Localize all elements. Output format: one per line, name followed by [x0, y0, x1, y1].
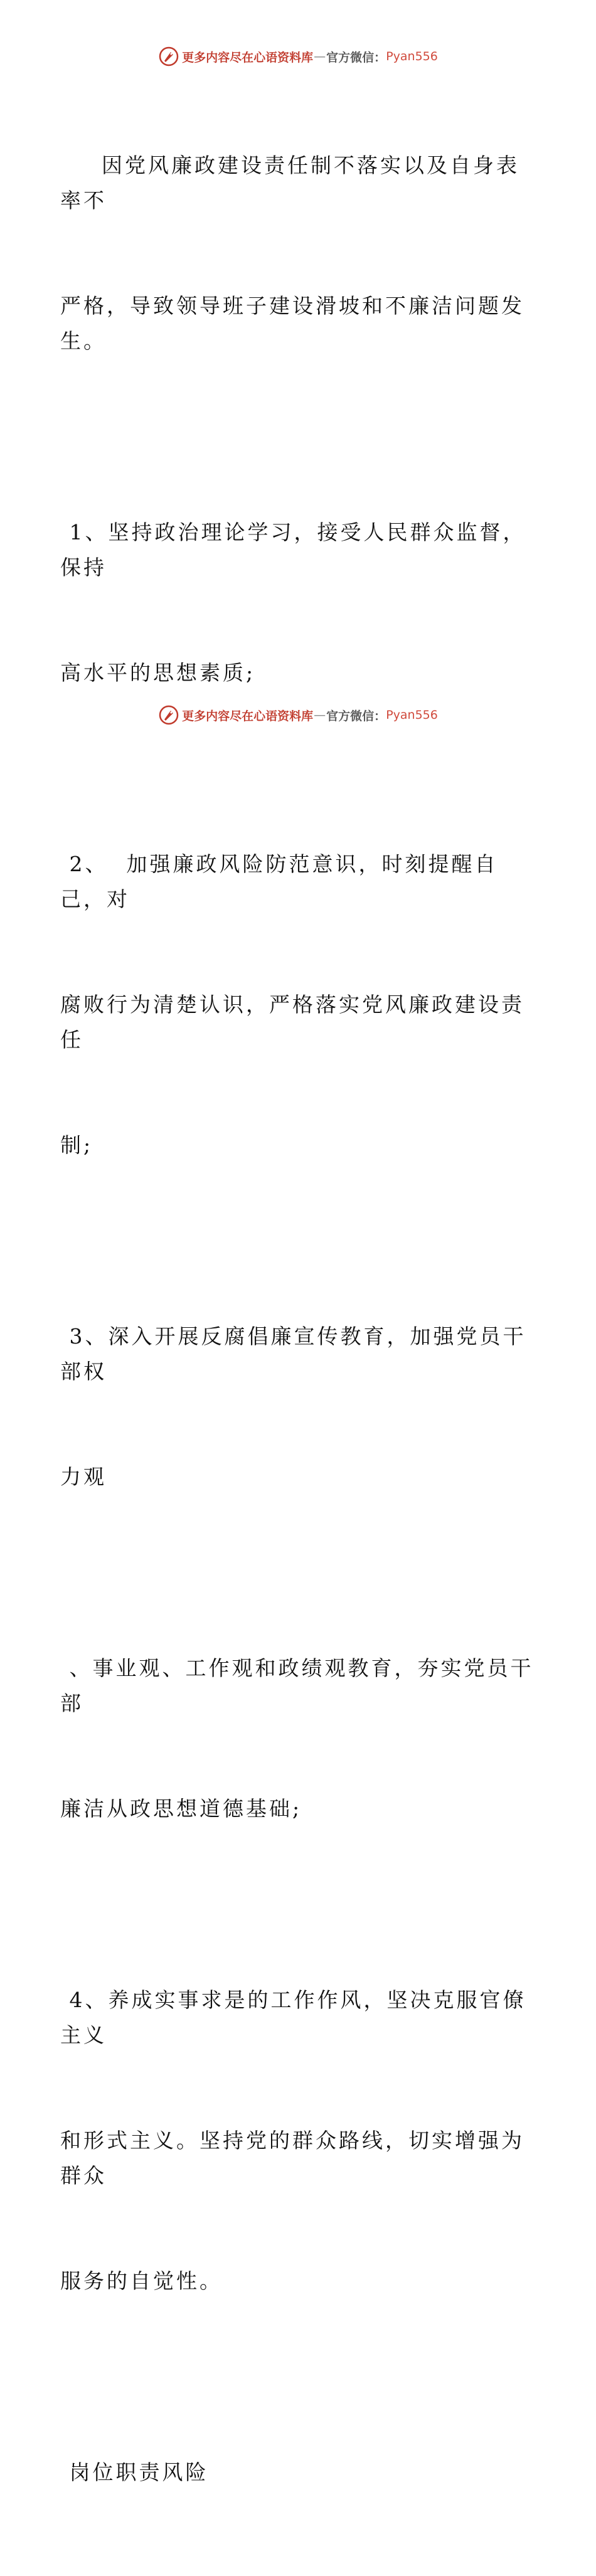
text-line: 岗位职责风险: [60, 2460, 209, 2484]
text-line: 腐败行为清楚认识，严格落实党风廉政建设责任: [60, 992, 524, 1052]
text-line: 和形式主义。坚持党的群众路线，切实增强为群众: [60, 2128, 524, 2188]
document-body: [60, 78, 537, 2576]
paragraph-item-2: [60, 777, 537, 1233]
text-line: 制;: [60, 1133, 93, 1157]
text-line: 3、深入开展反腐倡廉宣传教育，加强党员干部权: [60, 1324, 526, 1384]
watermark-wechat-id: Pyan556: [386, 708, 438, 722]
text-line: 4、养成实事求是的工作作风，坚决克服官僚主义: [60, 1988, 526, 2047]
watermark-wechat-id: Pyan556: [386, 50, 438, 63]
text-line: 力观: [60, 1465, 107, 1489]
text-line: 廉洁从政思想道德基础;: [60, 1796, 302, 1821]
watermark-site-name: 更多内容尽在心语资料库: [182, 50, 314, 65]
pen-nib-logo-icon: [158, 704, 179, 726]
paragraph-item-4: [60, 1912, 537, 2369]
watermark-footer: [0, 701, 596, 729]
text-line: 2、 加强廉政风险防范意识，时刻提醒自己，对: [60, 852, 498, 911]
text-line: 、事业观、工作观和政绩观教育，夯实党员干部: [60, 1656, 534, 1715]
section-heading-post-risk: [60, 2385, 537, 2560]
text-line: 高水平的思想素质;: [60, 660, 256, 685]
watermark-site-name: 更多内容尽在心语资料库: [182, 709, 314, 723]
paragraph-item-3-continued: [60, 1581, 537, 1897]
watermark-official-label: 官方微信：: [326, 50, 386, 65]
pen-nib-logo-icon: [158, 46, 179, 67]
paragraph-item-3: [60, 1249, 537, 1565]
text-line: 因党风廉政建设责任制不落实以及自身表率不: [60, 153, 519, 213]
watermark-official-label: 官方微信：: [326, 709, 386, 723]
watermark-dash: —: [314, 50, 326, 63]
watermark-dash: —: [314, 708, 326, 722]
text-line: 1、坚持政治理论学习，接受人民群众监督，保持: [60, 520, 526, 580]
text-line: 严格，导致领导班子建设滑坡和不廉洁问题发生。: [60, 294, 524, 353]
watermark-header: [0, 43, 596, 70]
paragraph-intro: [60, 78, 537, 429]
text-line: 服务的自觉性。: [60, 2269, 223, 2293]
